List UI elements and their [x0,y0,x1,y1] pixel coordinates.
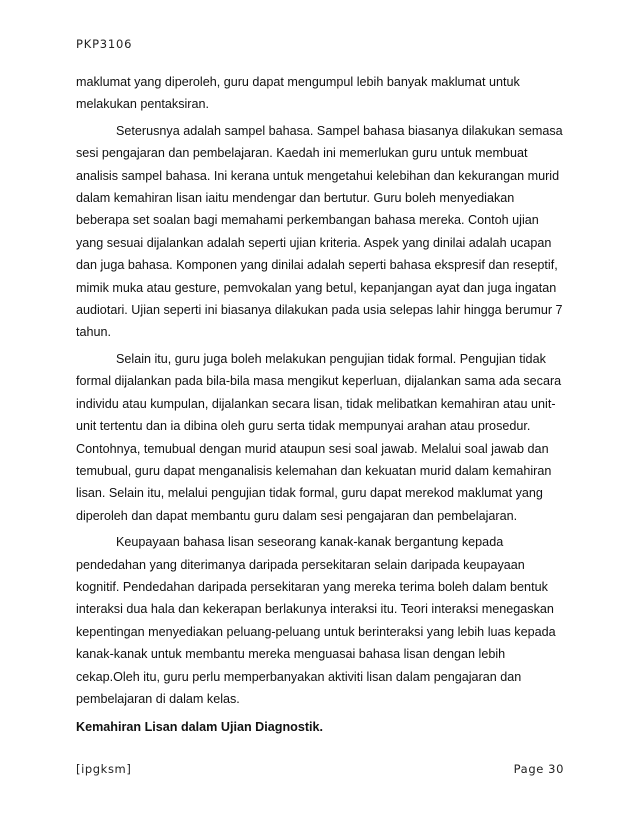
text-line: pembelajaran di dalam kelas. [76,691,240,706]
text-line: Contohnya, temubual dengan murid ataupun sesi soal jawab. Melalui soal jawab dan [76,441,549,456]
page-header-code: PKP3106 [76,37,133,51]
text-line: dalam kemahiran lisan iaitu mendengar dan bertutur. Guru boleh menyediakan [76,191,515,206]
paragraph-2 [76,120,566,344]
text-line: diperoleh dan dapat membantu guru dalam sesi pengajaran dan pembelajaran. [76,508,518,523]
text-line: unit tertentu dan ia dibina oleh guru serta tidak mempunyai arahan atau prosedur. [76,419,531,434]
paragraph-3 [76,348,566,527]
paragraph-1 [76,71,566,116]
text-line: audiotari. Ujian seperti ini biasanya dilakukan pada usia selepas lahir hingga berumur 7 [76,303,563,318]
text-line: yang sesuai dijalankan adalah seperti ujian kriteria. Aspek yang dinilai adalah ucapan [76,235,552,250]
paragraph-4 [76,531,566,710]
text-line: Seterusnya adalah sampel bahasa. Sampel bahasa biasanya dilakukan semasa [116,123,563,138]
text-line: melakukan pentaksiran. [76,97,210,112]
text-line: dan juga bahasa. Komponen yang dinilai adalah seperti bahasa ekspresif dan reseptif, [76,258,558,273]
text-line: mimik muka atau gesture, pemvokalan yang betul, kepanjangan ayat dan juga ingatan [76,280,557,295]
text-line: kepentingan menyediakan peluang-peluang untuk berinteraksi yang lebih luas kepada [76,624,556,639]
text-line: cekap.Oleh itu, guru perlu memperbanyakan aktiviti lisan dalam pengajaran dan [76,669,522,684]
section-heading: Kemahiran Lisan dalam Ujian Diagnostik. [76,720,324,735]
text-line: formal dijalankan pada bila-bila masa mengikut keperluan, dijalankan sama ada secara [76,374,562,389]
text-line: lisan. Selain itu, melalui pengujian tidak formal, guru dapat merekod maklumat yang [76,486,543,501]
text-line: maklumat yang diperoleh, guru dapat mengumpul lebih banyak maklumat untuk [76,75,520,89]
footer-left-label: [ipgksm] [76,762,132,776]
footer-page-number: Page 30 [513,762,564,776]
text-line: pendedahan yang diterimanya daripada persekitaran selain daripada keupayaan [76,557,525,572]
text-line: analisis sampel bahasa. Ini kerana untuk mengetahui kelebihan dan kekurangan murid [76,168,560,183]
text-line: Selain itu, guru juga boleh melakukan pengujian tidak formal. Pengujian tidak [116,351,546,366]
text-line: interaksi dua hala dan kekerapan berlakunya interaksi itu. Teori interaksi menegaskan [76,602,554,617]
text-line: beberapa set soalan bagi memahami perkembangan bahasa mereka. Contoh ujian [76,213,539,228]
text-line: temubual, guru dapat menganalisis kelemahan dan kekuatan murid dalam kemahiran [76,463,552,478]
text-line: tahun. [76,325,112,340]
body-text [76,71,566,739]
text-line: kognitif. Pendedahan daripada persekitaran yang mereka terima boleh dalam bentuk [76,579,548,594]
text-line: kanak-kanak untuk membantu mereka menguasai bahasa lisan dengan lebih [76,647,506,662]
text-line: individu atau kumpulan, dijalankan secara lisan, tidak melibatkan kemahiran atau unit- [76,396,556,411]
text-line: sesi pengajaran dan pembelajaran. Kaedah ini memerlukan guru untuk membuat [76,146,528,161]
text-line: Keupayaan bahasa lisan seseorang kanak-kanak bergantung kepada [116,535,504,550]
